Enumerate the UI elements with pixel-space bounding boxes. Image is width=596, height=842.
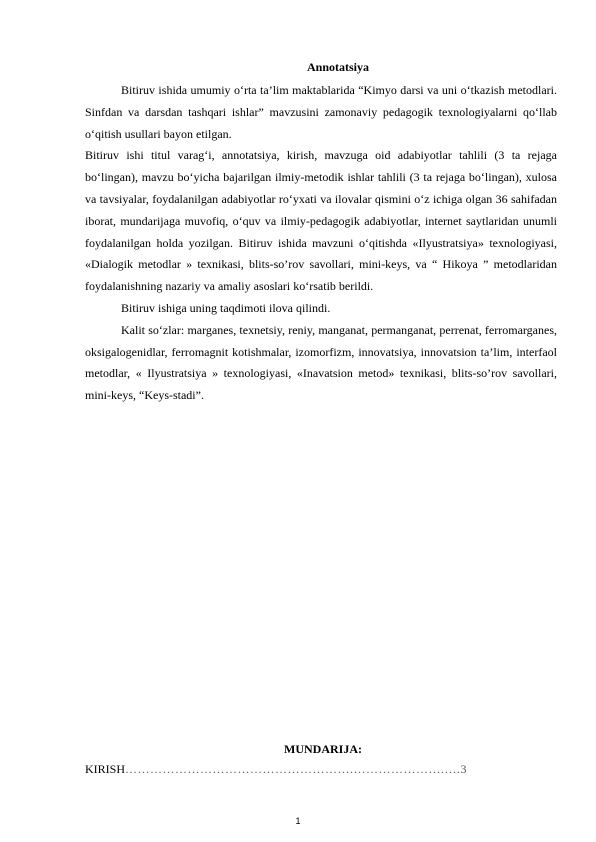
paragraph-intro: Bitiruv ishida umumiy o‘rta ta’lim maktablarida “Kimyo darsi va uni o‘tkazish metodlari. Sinfdan va darsdan tashqari ishlar” mavzusini zamonaviy pedagogik texnologiyalarni qo‘llab o‘qitish usullari bayon etilgan. [85, 83, 557, 141]
toc-entry-label: KIRISH [85, 762, 126, 776]
paragraph-keywords: Kalit so‘zlar: marganes, texnetsiy, reniy, manganat, permanganat, perrenat, ferromarganes, oksigalogenidlar, ferromagnit kotishmalar, izomorfizm, innovatsiya, innovatsion ta’lim, interfaol metodlar, « Ilyustratsiya » texnologiyasi, «Inavatsion metod» texnikasi, blits-so’rov savollari, mini-keys, “Keys-stadi”. [85, 322, 557, 403]
toc-entry[interactable] [85, 762, 557, 777]
paragraph-appendix: Bitiruv ishiga uning taqdimoti ilova qilindi. [121, 300, 331, 315]
toc-entry-page: 3 [460, 762, 468, 776]
page-title: Annotatsiya [306, 60, 369, 74]
annotation-body [85, 80, 557, 407]
paragraph-structure: Bitiruv ishi titul varag‘i, annotatsiya, kirish, mavzuga oid adabiyotlar tahlili (3 ta rejaga bo‘lingan), mavzu bo‘yicha bajarilgan ilmiy-metodik ishlar tahlili (3 ta rejaga bo‘lingan), xulosa va tavsiyalar, foydalanilgan adabiyotlar ro‘yxati va ilovalar qismini o‘z ichiga olgan 36 sahifadan iborat, mundarijaga muvofiq, o‘quv va ilmiy-pedagogik adabiyotlar, internet saytlaridan unumli foydalanilgan holda yozilgan. Bitiruv ishida mavzuni o‘qitishda «Ilyustratsiya» texnologiyasi, «Dialogik metodlar » texnikasi, blits-so’rov savollari, mini-keys, va “ Hikoya ” metodlaridan foydalanishning nazariy va amaliy asoslari ko‘rsatib berildi. [85, 148, 557, 294]
toc-heading: MUNDARIJA: [284, 742, 362, 756]
toc-entry-leader: ……………………………………………….………………….…. [125, 762, 461, 776]
page-number: 1 [295, 816, 301, 826]
